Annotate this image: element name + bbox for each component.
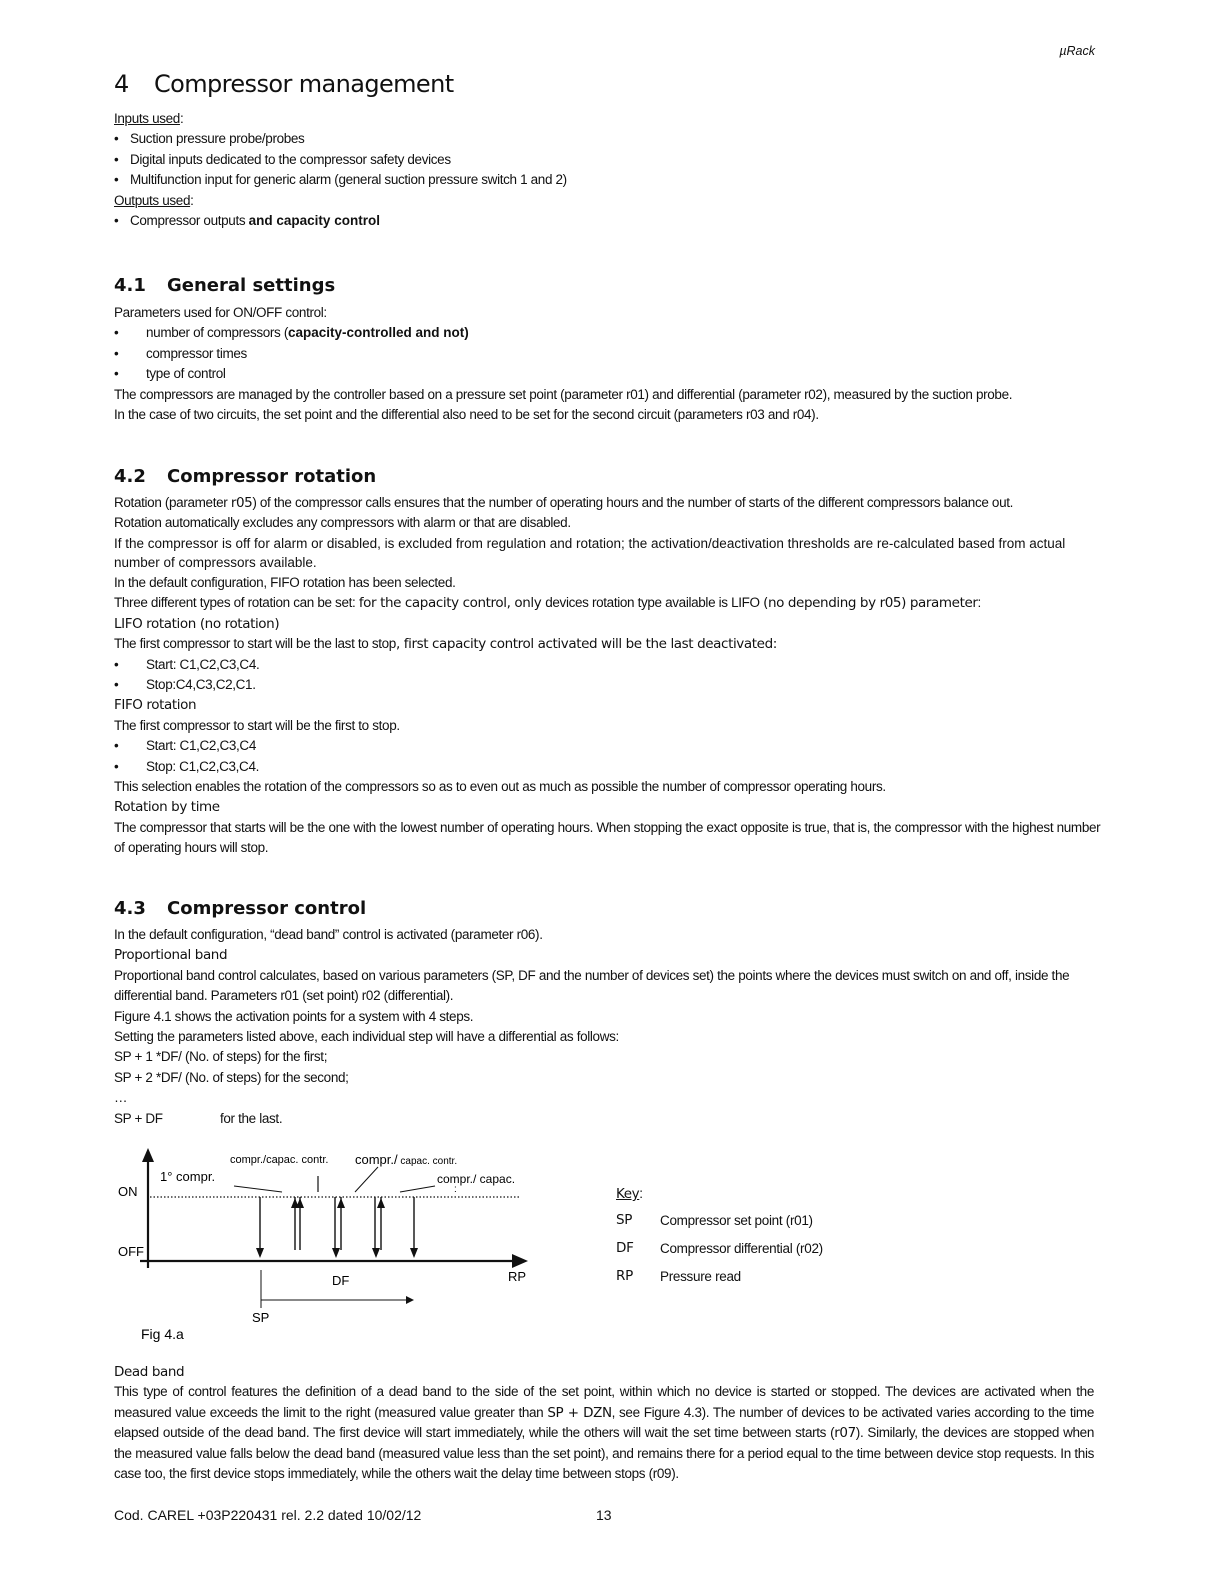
df-label: DF	[332, 1273, 350, 1288]
inputs-label: Inputs used	[114, 111, 180, 126]
key-row: RP Pressure read	[616, 1268, 741, 1284]
paragraph: In the default configuration, FIFO rotation has been selected.	[114, 575, 456, 590]
formula-line: SP + 1 *DF/ (No. of steps) for the first;	[114, 1049, 328, 1065]
subheading-time: Rotation by time	[114, 799, 220, 816]
subheading-proportional-band: Proportional band	[114, 947, 228, 964]
key-row: DF Compressor differential (r02)	[616, 1240, 823, 1256]
up-arrows	[291, 1198, 385, 1208]
paragraph: This selection enables the rotation of the compressors so as to even out as much as possible the number of compressor operating hours.	[114, 779, 886, 795]
section-heading-4-2: 4.2 Compressor rotation	[114, 466, 377, 487]
cc1-label: compr./capac. contr.	[230, 1154, 329, 1166]
on-label: ON	[118, 1184, 138, 1199]
paragraph: Parameters used for ON/OFF control:	[114, 305, 327, 320]
off-label: OFF	[118, 1244, 144, 1259]
intro-section: Inputs used: • Suction pressure probe/probes • Digital inputs dedicated to the compressor safety devices • Multifunction input for generic alarm (general suction pressure switch 1 and 2) Outputs used: • Compressor outputs and capacity control	[114, 109, 1104, 231]
list-item: • compressor times	[114, 344, 1104, 364]
dead-band-section	[114, 1362, 1094, 1484]
subheading-lifo: LIFO rotation (no rotation)	[114, 615, 280, 632]
list-item: • Multifunction input for generic alarm (general suction pressure switch 1 and 2)	[114, 170, 1104, 190]
colon-mark: :	[454, 1184, 457, 1195]
paragraph: Rotation (parameter r05) of the compressor calls ensures that the number of operating hours and the number of starts of the different compressors balance out.	[114, 495, 1014, 511]
section-heading-4-3: 4.3 Compressor control	[114, 898, 367, 919]
list-item: • type of control	[114, 364, 1104, 384]
page-number: 13	[596, 1507, 612, 1523]
paragraph: Proportional band control calculates, based on various parameters (SP, DF and the number of devices set) the points where the devices must switch on and off, inside the differential band. Parameters r01 (set point) r02 (differential).	[114, 967, 1070, 1004]
subheading-fifo: FIFO rotation	[114, 697, 197, 714]
first-compressor-label: 1° compr.	[160, 1169, 216, 1184]
paragraph: The first compressor to start will be the first to stop.	[114, 717, 400, 733]
cc3-label: compr./ capac.	[437, 1172, 516, 1186]
cc2-label: compr./ capac. contr.	[355, 1152, 458, 1167]
paragraph: Three different types of rotation can be set: for the capacity control, only devices rotation type available is LIFO (no depending by r05) parameter:	[114, 595, 981, 612]
figure-caption: Fig 4.a	[141, 1326, 184, 1342]
section-4-3-body	[114, 925, 1104, 1129]
list-item: • Suction pressure probe/probes	[114, 129, 1104, 149]
step-lines	[260, 1197, 414, 1250]
down-arrows	[256, 1248, 418, 1258]
paragraph: Rotation automatically excludes any compressors with alarm or that are disabled.	[114, 515, 571, 531]
x-axis-arrow	[512, 1254, 528, 1268]
paragraph: The compressors are managed by the controller based on a pressure set point (parameter r01) and differential (parameter r02), measured by the suction probe.	[114, 386, 1013, 402]
section-4-2-body	[114, 493, 1104, 859]
formula-line: SP + DF for the last.	[114, 1110, 283, 1126]
rp-label: RP	[508, 1269, 527, 1284]
sp-label: SP	[252, 1310, 270, 1325]
key-heading: Key:	[616, 1186, 643, 1202]
figure-key	[616, 1186, 823, 1290]
paragraph: The compressor that starts will be the one with the lowest number of operating hours. When stopping the exact opposite is true, that is, the compressor with the highest number of operating hours will stop.	[114, 819, 1101, 856]
paragraph: If the compressor is off for alarm or disabled, is excluded from regulation and rotation; the activation/deactivation thresholds are re-calculated based from actual number of compressors available.	[114, 535, 1066, 571]
paragraph: Figure 4.1 shows the activation points for a system with 4 steps.	[114, 1008, 474, 1024]
chapter-number: 4	[114, 70, 129, 98]
formula-line: …	[114, 1090, 128, 1106]
key-row: SP Compressor set point (r01)	[616, 1212, 813, 1228]
chapter-title-text: Compressor management	[154, 70, 454, 98]
paragraph: Setting the parameters listed above, each individual step will have a differential as follows:	[114, 1029, 619, 1045]
formula-line: SP + 2 *DF/ (No. of steps) for the second;	[114, 1069, 349, 1085]
paragraph: This type of control features the definition of a dead band to the side of the set point, within which no device is started or stopped. The devices are activated when the measured value exceeds the limit to the right (measured value greater than SP + DZN, see Figure 4.3). The number of devices to be activated varies according to the time elapsed outside of the dead band. The first device will start immediately, while the others will wait the set time between starts (r07). Similarly, the devices are stopped when the measured value falls below the dead band (measured value less than the set point), and remains there for a period equal to the time between device stop requests. In this case too, the first device stops immediately, while the others wait the delay time between stops (r09).	[114, 1384, 1094, 1482]
section-heading-4-1: 4.1 General settings	[114, 275, 336, 296]
y-axis-arrow	[142, 1148, 154, 1162]
list-item: • Stop: C1,C2,C3,C4.	[114, 757, 1104, 777]
paragraph: The first compressor to start will be the last to stop, first capacity control activated will be the last deactivated:	[114, 636, 777, 653]
list-item: • Digital inputs dedicated to the compressor safety devices	[114, 150, 1104, 170]
footer-code: Cod. CAREL +03P220431 rel. 2.2 dated 10/02/12	[114, 1507, 422, 1523]
header-product: µRack	[1059, 44, 1095, 58]
list-item: • Stop:C4,C3,C2,C1.	[114, 675, 1104, 695]
section-4-1-body	[114, 303, 1104, 425]
paragraph: In the default configuration, “dead band” control is activated (parameter r06).	[114, 927, 543, 942]
list-item: • number of compressors (capacity-controlled and not)	[114, 323, 1104, 343]
figure-4a	[110, 1140, 540, 1350]
list-item: • Compressor outputs and capacity control	[114, 211, 1104, 231]
chapter-title	[114, 70, 454, 98]
list-item: • Start: C1,C2,C3,C4	[114, 736, 1104, 756]
paragraph: In the case of two circuits, the set point and the differential also need to be set for the second circuit (parameters r03 and r04).	[114, 407, 819, 423]
list-item: • Start: C1,C2,C3,C4.	[114, 655, 1104, 675]
outputs-label: Outputs used	[114, 192, 191, 208]
subheading-dead-band: Dead band	[114, 1364, 185, 1380]
